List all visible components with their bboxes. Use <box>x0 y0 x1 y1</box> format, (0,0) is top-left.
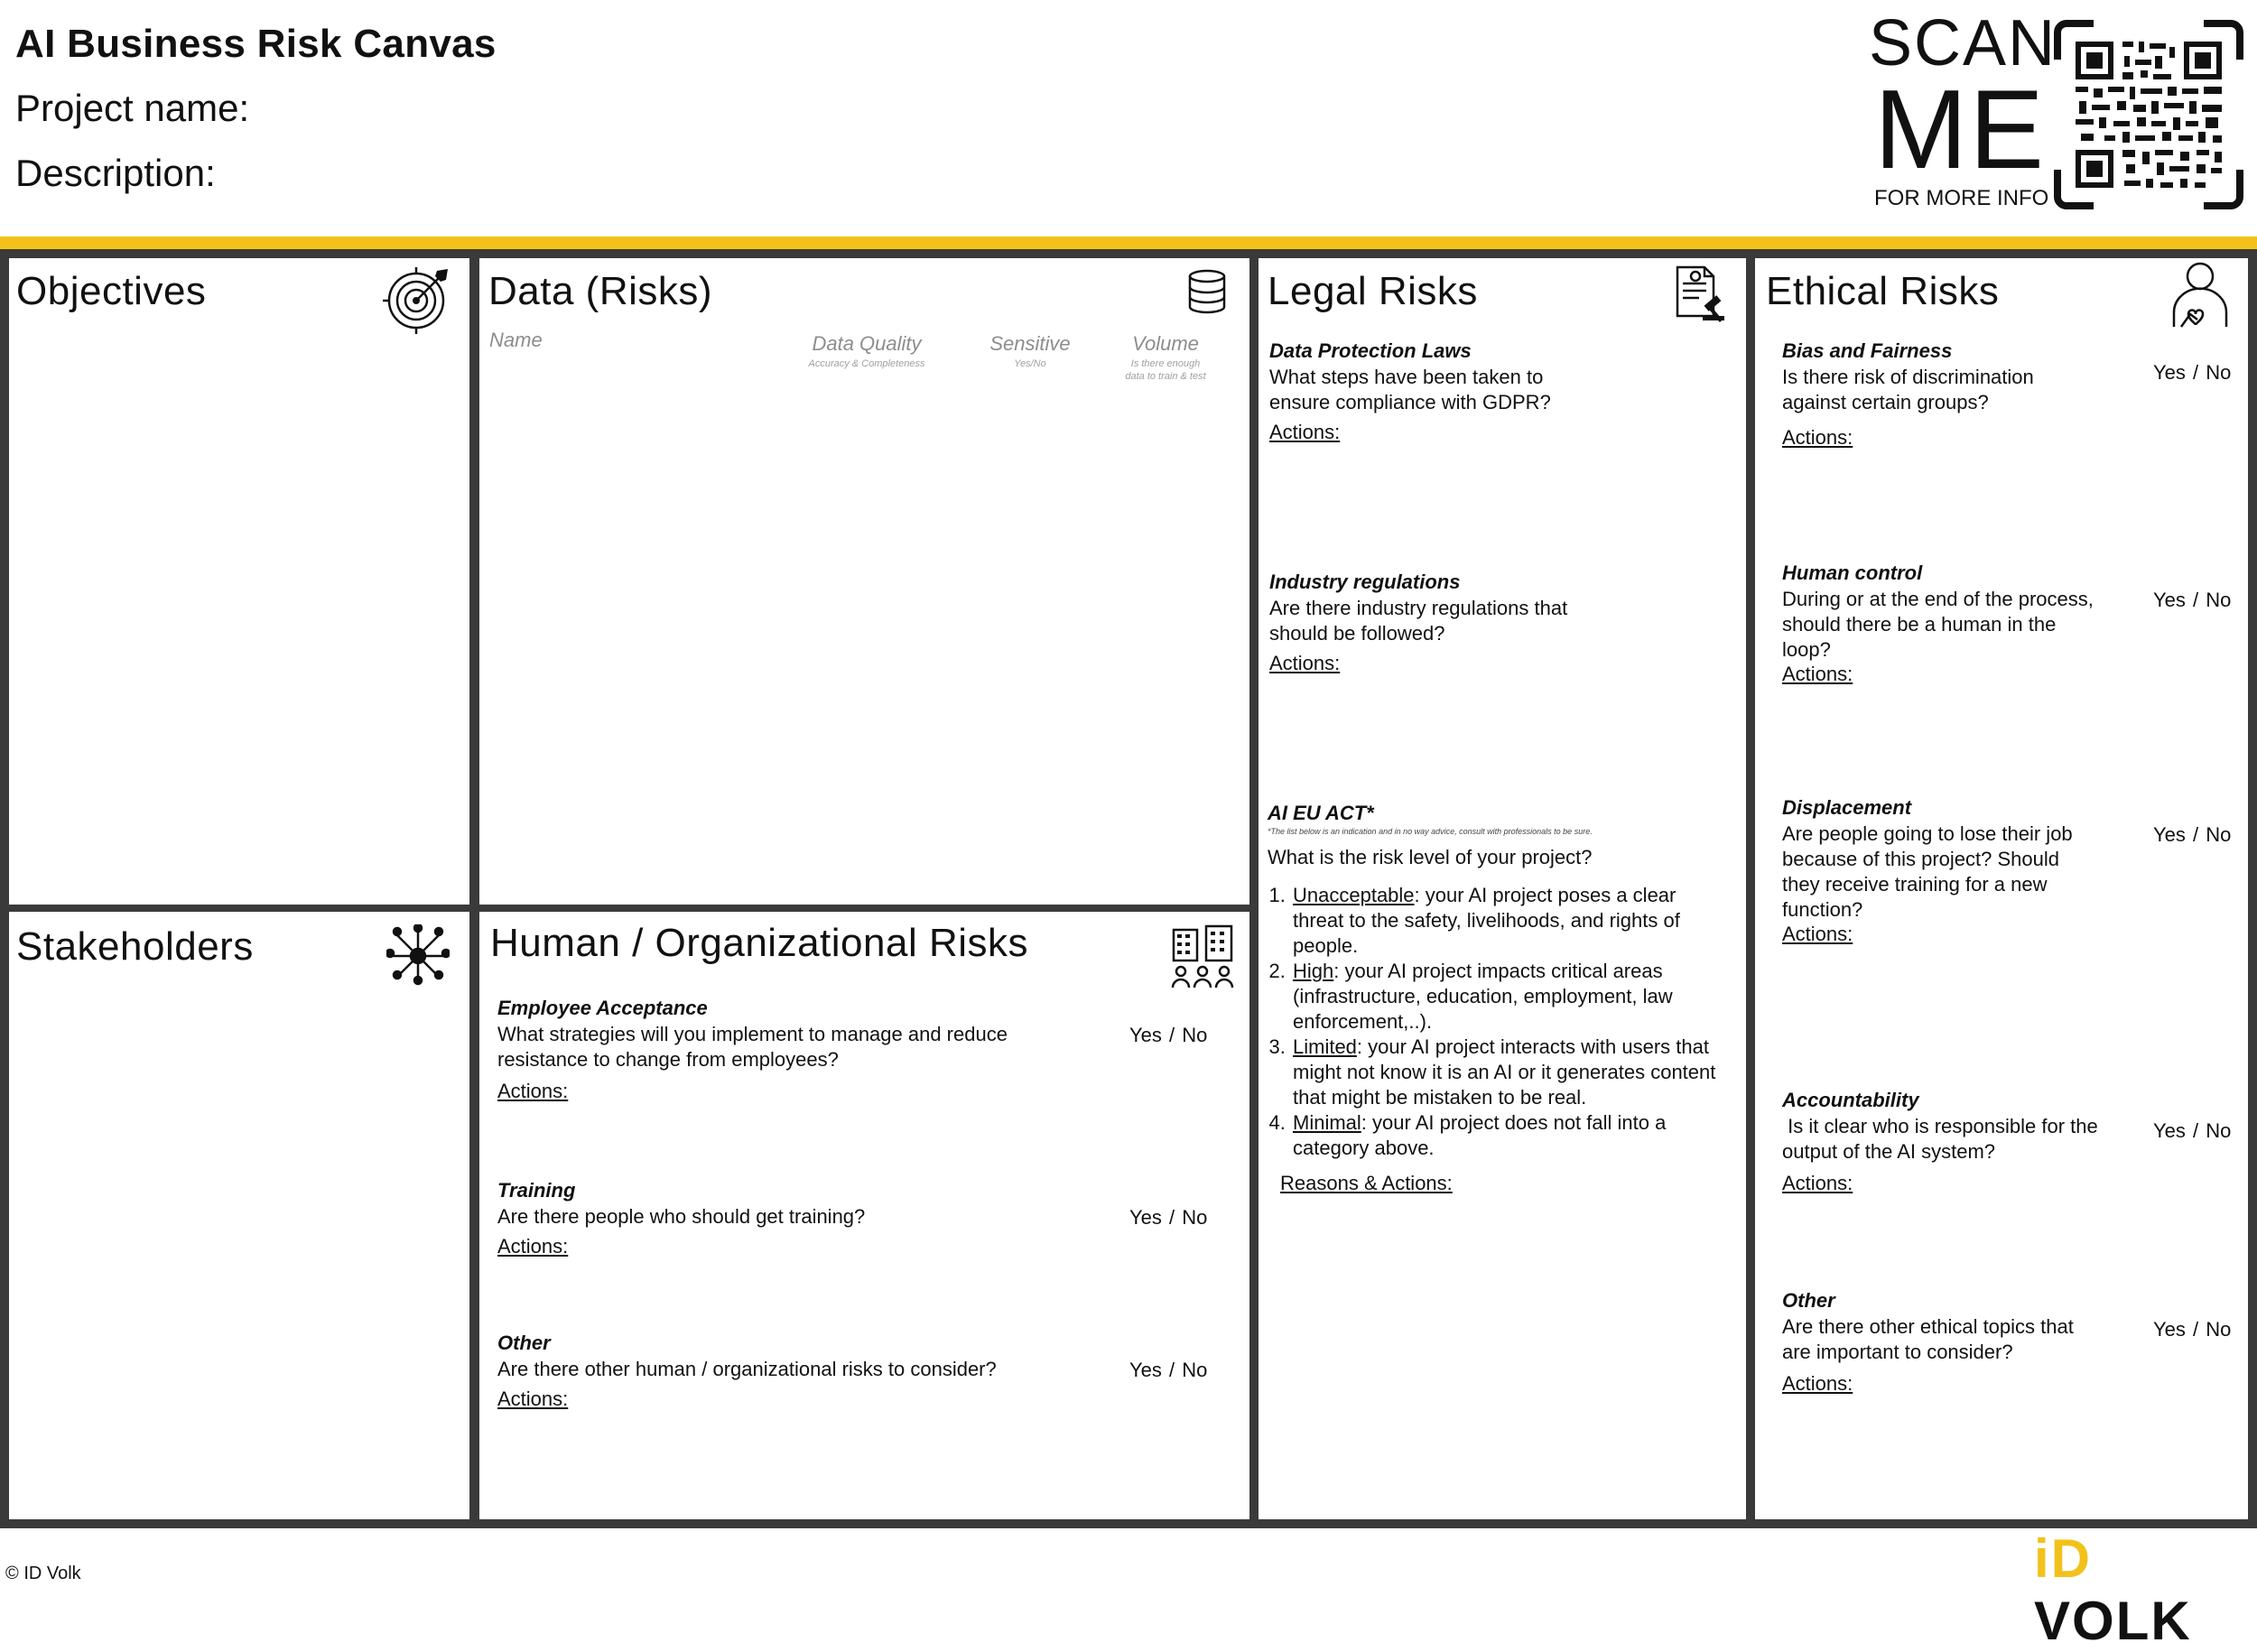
training-question: Are there people who should get training? <box>497 1205 866 1228</box>
employee-acceptance-heading: Employee Acceptance <box>497 997 708 1019</box>
legal-risks-title: Legal Risks <box>1268 269 1478 313</box>
objectives-title: Objectives <box>16 269 207 313</box>
risk-level-list <box>1259 883 1728 1161</box>
risk-level-unacceptable: 1. Unacceptable: your AI project poses a clear threat to the safety, livelihoods, and rights of people. <box>1291 883 1728 959</box>
logo-volk: VOLK <box>2034 1591 2192 1651</box>
displacement-question-1: Are people going to lose their job <box>1782 822 2073 845</box>
risk-level-limited: 3. Limited: your AI project interacts with users that might not know it is an AI or it generates content that might be mistaken to be real. <box>1291 1035 1728 1110</box>
canvas-title: AI Business Risk Canvas <box>15 22 497 66</box>
bias-fairness-question-1: Is there risk of discrimination <box>1782 366 2034 388</box>
col-sensitive-sub: Yes/No <box>1014 358 1046 369</box>
ethical-other-heading: Other <box>1782 1289 1835 1312</box>
actions-label: Actions: <box>1269 652 1341 674</box>
person-hand-heart-icon <box>2169 260 2232 329</box>
col-name: Name <box>489 329 543 351</box>
scan-text: SCAN <box>1869 7 2057 79</box>
industry-regulations-heading: Industry regulations <box>1269 571 1461 593</box>
actions-label: Actions: <box>1782 426 1853 449</box>
ai-eu-act-disclaimer: *The list below is an indication and in no way advice, consult with professionals to be sure. <box>1268 827 1593 836</box>
human-control-question-2: should there be a human in the <box>1782 613 2057 636</box>
col-volume-sub-1: Is there enough <box>1130 358 1201 369</box>
actions-label: Actions: <box>1269 421 1341 443</box>
data-risks-title: Data (Risks) <box>488 269 713 313</box>
col-sensitive: Sensitive <box>989 332 1071 355</box>
me-text: ME <box>1874 68 2046 192</box>
accent-bar <box>0 237 2257 249</box>
accountability-question-2: output of the AI system? <box>1782 1140 1996 1163</box>
actions-label: Actions: <box>497 1387 569 1410</box>
human-control-heading: Human control <box>1782 561 1923 584</box>
bias-fairness-heading: Bias and Fairness <box>1782 339 1953 362</box>
risk-level-high: 2. High: your AI project impacts critical areas (infrastructure, education, employment, law enforcement,..). <box>1291 959 1728 1035</box>
bias-fairness-question-2: against certain groups? <box>1782 391 1989 413</box>
copyright-icon: © <box>5 1564 19 1583</box>
data-protection-question-2: ensure compliance with GDPR? <box>1269 391 1551 413</box>
yes-no-toggle[interactable]: Yes / No <box>2153 1119 2232 1142</box>
actions-label: Actions: <box>1782 1172 1853 1194</box>
human-risks-title: Human / Organizational Risks <box>490 921 1029 965</box>
ai-eu-act-heading: AI EU ACT* <box>1268 802 1374 824</box>
objectives-panel[interactable] <box>9 258 469 905</box>
employee-acceptance-question-2: resistance to change from employees? <box>497 1048 839 1071</box>
qr-code[interactable] <box>2054 20 2243 209</box>
data-protection-question-1: What steps have been taken to <box>1269 366 1544 388</box>
human-control-question-1: During or at the end of the process, <box>1782 588 2094 610</box>
stakeholders-panel[interactable] <box>9 912 469 1519</box>
industry-regulations-question-2: should be followed? <box>1269 622 1445 645</box>
training-heading: Training <box>497 1179 576 1202</box>
copyright-notice <box>5 1564 81 1584</box>
ethical-risks-panel[interactable] <box>1755 258 2248 1519</box>
displacement-question-3: they receive training for a new <box>1782 873 2048 896</box>
legal-risks-panel[interactable] <box>1259 258 1746 1519</box>
accountability-heading: Accountability <box>1782 1089 1919 1111</box>
human-other-question: Are there other human / organizational risks to consider? <box>497 1358 997 1380</box>
description-label: Description: <box>15 152 216 194</box>
ethical-other-question-1: Are there other ethical topics that <box>1782 1315 2074 1338</box>
yes-no-toggle[interactable]: Yes / No <box>2153 1318 2232 1341</box>
accountability-question-1: Is it clear who is responsible for the <box>1782 1115 2098 1137</box>
yes-no-toggle[interactable]: Yes / No <box>2153 361 2232 384</box>
employee-acceptance-question-1: What strategies will you implement to manage and reduce <box>497 1023 1008 1045</box>
network-people-icon <box>386 924 450 988</box>
col-volume-sub-2: data to train & test <box>1125 371 1206 382</box>
actions-label: Actions: <box>497 1080 569 1102</box>
database-icon <box>1187 269 1227 314</box>
ethical-other-question-2: are important to consider? <box>1782 1341 2013 1363</box>
displacement-heading: Displacement <box>1782 796 1912 819</box>
actions-label: Actions: <box>1782 1372 1853 1395</box>
actions-label: Actions: <box>497 1235 569 1258</box>
industry-regulations-question-1: Are there industry regulations that <box>1269 597 1568 619</box>
human-other-heading: Other <box>497 1332 551 1354</box>
target-icon <box>383 264 453 334</box>
id-volk-logo <box>2034 1527 2257 1652</box>
yes-no-toggle[interactable]: Yes / No <box>1129 1206 1208 1229</box>
displacement-question-4: function? <box>1782 898 1863 921</box>
ethical-risks-title: Ethical Risks <box>1766 269 2000 313</box>
more-info-text: FOR MORE INFO <box>1874 186 2049 210</box>
human-risks-panel[interactable] <box>479 912 1249 1519</box>
yes-no-toggle[interactable]: Yes / No <box>2153 823 2232 846</box>
stakeholders-title: Stakeholders <box>16 924 254 969</box>
yes-no-toggle[interactable]: Yes / No <box>2153 589 2232 611</box>
copyright-text: ID Volk <box>23 1564 81 1583</box>
actions-label: Actions: <box>1782 663 1853 685</box>
data-protection-heading: Data Protection Laws <box>1269 339 1472 362</box>
project-name-label: Project name: <box>15 87 250 129</box>
legal-document-icon <box>1672 264 1732 323</box>
col-volume: Volume <box>1132 332 1199 355</box>
actions-label: Actions: <box>1782 923 1853 945</box>
displacement-question-2: because of this project? Should <box>1782 848 2059 870</box>
yes-no-toggle[interactable]: Yes / No <box>1129 1359 1208 1381</box>
data-risks-panel[interactable] <box>479 258 1249 905</box>
logo-id: iD <box>2034 1528 2092 1589</box>
col-data-quality: Data Quality <box>812 332 922 355</box>
office-people-icon <box>1170 924 1235 989</box>
risk-level-minimal: 4. Minimal: your AI project does not fall into a category above. <box>1291 1110 1728 1161</box>
risk-level-question: What is the risk level of your project? <box>1268 846 1593 868</box>
human-control-question-3: loop? <box>1782 638 1831 661</box>
yes-no-toggle[interactable]: Yes / No <box>1129 1024 1208 1046</box>
col-data-quality-sub: Accuracy & Completeness <box>808 358 925 369</box>
reasons-actions-label: Reasons & Actions: <box>1280 1172 1453 1194</box>
